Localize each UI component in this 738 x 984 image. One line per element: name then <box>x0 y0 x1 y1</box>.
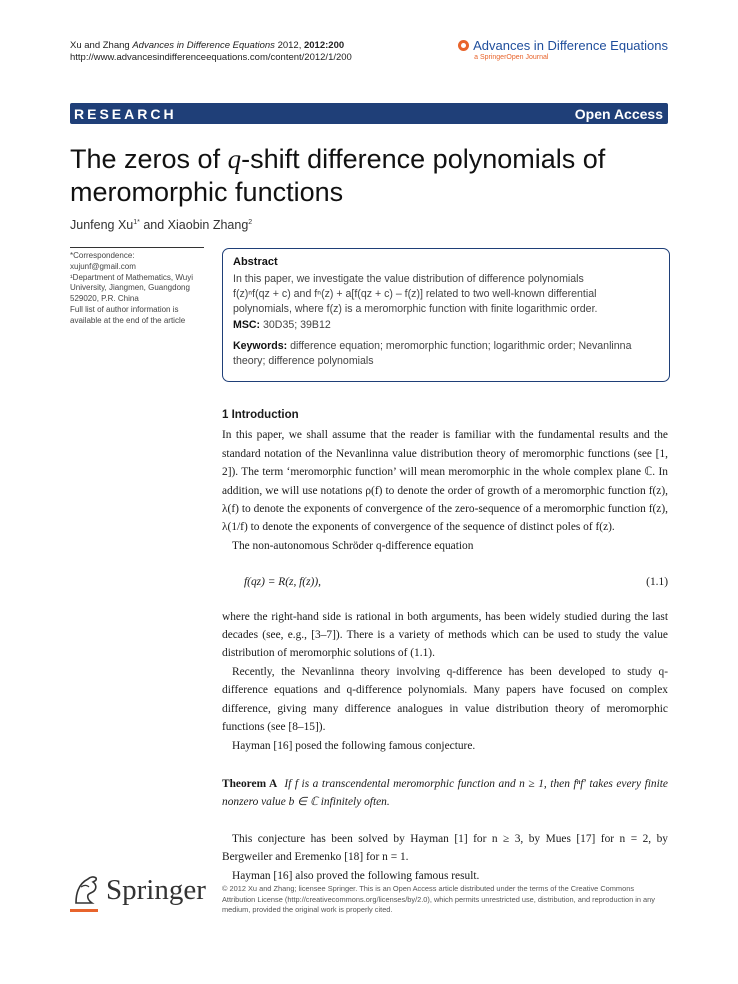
title-text-1: The zeros of <box>70 144 228 174</box>
abstract-line: polynomials, where f(z) is a meromorphic function with finite logarithmic order. <box>233 303 598 316</box>
paragraph: Hayman [16] posed the following famous conjecture. <box>232 739 476 752</box>
title-text-2: -shift difference polynomials of meromorphic functions <box>70 144 606 207</box>
journal-logo-title: Advances in Difference Equations <box>473 38 668 53</box>
springer-underline <box>70 909 98 912</box>
section-heading: 1 Introduction <box>222 409 299 421</box>
springer-wordmark: Springer <box>106 873 206 906</box>
sidebar-line: *Correspondence: <box>70 251 135 260</box>
sidebar-email[interactable]: xujunf@gmail.com <box>70 261 136 271</box>
springer-logo <box>70 873 206 907</box>
keywords-value: difference equation; meromorphic function; logarithmic order; Nevanlinna theory; difference polynomials <box>233 339 632 368</box>
msc-value: 30D35; 39B12 <box>260 318 331 331</box>
author-list <box>70 218 252 232</box>
equation-1-1 <box>222 573 668 591</box>
author-2-sup: 2 <box>248 218 253 226</box>
paragraph: Hayman [16] also proved the following famous result. <box>232 869 480 882</box>
journal-logo-icon <box>458 40 469 51</box>
header-authors: Xu and Zhang <box>70 40 130 51</box>
sidebar-line: ¹Department of Mathematics, Wuyi <box>70 272 194 282</box>
author-1: Junfeng Xu <box>70 218 134 232</box>
theorem-text: If f is a transcendental meromorphic function and n ≥ 1, then fⁿf′ takes every finite nonzero value b ∈ ℂ infinitely often. <box>222 777 668 809</box>
paragraph: where the right-hand side is rational in both arguments, has been widely studied during the last decades (see, e.g., [3–7]). There is a variety of methods which can be used to study the value distribution of meromorphic solutions of (1.1). <box>222 610 668 660</box>
equation-number: (1.1) <box>646 576 668 589</box>
keywords-label: Keywords: <box>233 339 288 352</box>
main-text <box>222 406 668 885</box>
sidebar-line: available at the end of the article <box>70 315 186 325</box>
equation-body: f(qz) = R(z, f(z)), <box>244 576 321 589</box>
theorem-label: Theorem A <box>222 777 278 790</box>
banner-open-access: Open Access <box>574 105 663 122</box>
journal-logo-subtitle: a SpringerOpen Journal <box>474 54 549 61</box>
article-type-banner <box>70 103 668 124</box>
sidebar-line: 529020, P.R. China <box>70 294 139 304</box>
abstract-line: In this paper, we investigate the value distribution of difference polynomials <box>233 273 584 285</box>
correspondence-sidebar <box>70 247 204 327</box>
springer-horse-icon <box>70 873 102 907</box>
paragraph: The non-autonomous Schröder q-difference equation <box>232 539 474 552</box>
title-q: q <box>227 144 242 174</box>
sidebar-line: Full list of author information is <box>70 304 179 314</box>
header-url[interactable]: http://www.advancesindifferenceequations.com/content/2012/1/200 <box>70 52 352 63</box>
license-footer: © 2012 Xu and Zhang; licensee Springer. This is an Open Access article distributed under the terms of the Creative Commons Attribution License (http://creativecommons.org/licenses/by/2.0), which permits unrestricted use, distribution, and reproduction in any medium, provided the original work is properly cited. <box>222 884 655 915</box>
author-1-sup: 1* <box>133 218 140 226</box>
abstract-line: f(z)ⁿf(qz + c) and fⁿ(z) + a[f(qz + c) – f(z)] related to two well-known differential <box>233 288 597 301</box>
abstract-heading: Abstract <box>233 256 278 268</box>
banner-research: RESEARCH <box>74 105 177 122</box>
running-header <box>70 40 352 64</box>
sidebar-line: University, Jiangmen, Guangdong <box>70 283 190 293</box>
paragraph: In this paper, we shall assume that the reader is familiar with the fundamental results and the standard notation of the Nevanlinna value distribution theory of meromorphic functions (see [1, 2]). The term ‘meromorphic function’ will mean meromorphic in the whole complex plane ℂ. In addition, we will use notations ρ(f) to denote the order of growth of a meromorphic function f(z), λ(f) to denote the exponents of convergence of the zero-sequence of a meromorphic function f(z), λ(1/f) to denote the exponents of convergence of the sequence of distinct poles of f(z). <box>222 429 668 534</box>
author-2: and Xiaobin Zhang <box>139 218 249 232</box>
theorem-a <box>222 775 668 812</box>
abstract-box <box>222 248 670 382</box>
header-volume: 2012:200 <box>303 40 345 51</box>
article-title <box>70 143 670 209</box>
paragraph: This conjecture has been solved by Hayman [1] for n ≥ 3, by Mues [17] for n = 2, by Bergweiler and Eremenko [18] for n = 1. <box>222 832 668 864</box>
msc-label: MSC: <box>233 318 261 331</box>
paragraph: Recently, the Nevanlinna theory involving q-difference has been developed to study q-difference equations and q-difference polynomials. Many papers have focused on complex difference, giving many difference analogues in value distribution theory of meromorphic functions (see [8–15]). <box>222 665 668 734</box>
journal-logo <box>458 38 668 61</box>
header-journal: Advances in Difference Equations <box>132 40 275 51</box>
header-year: 2012, <box>277 40 302 51</box>
